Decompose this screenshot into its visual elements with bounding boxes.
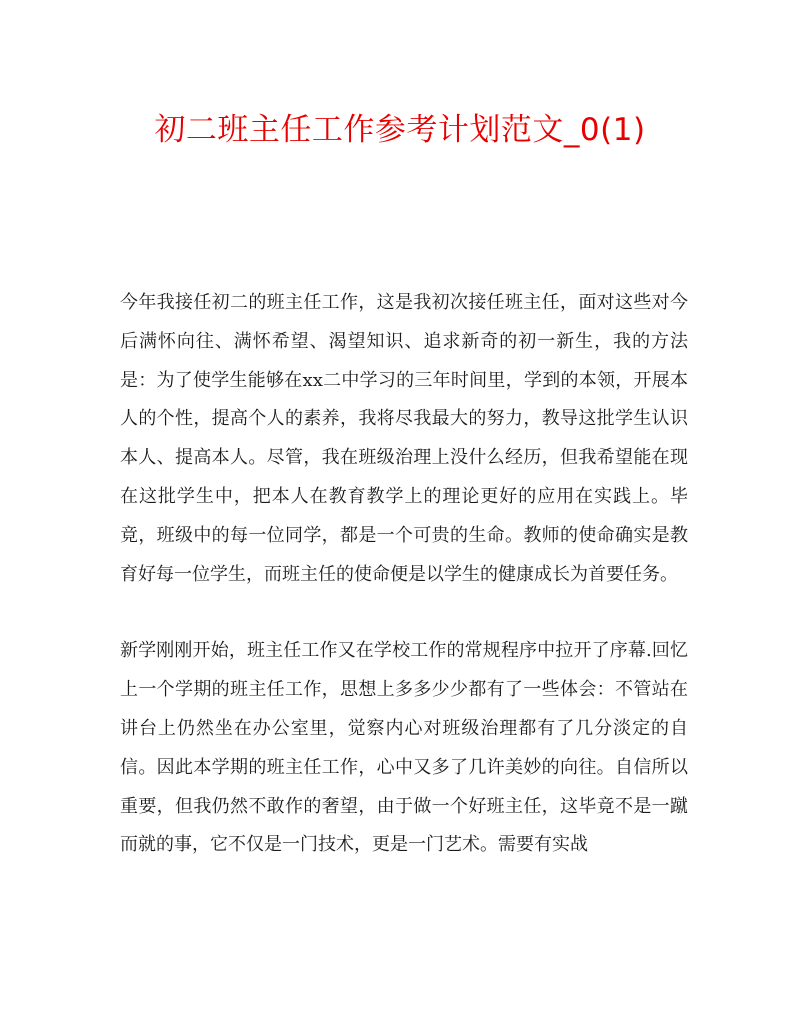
paragraph-1: 今年我接任初二的班主任工作，这是我初次接任班主任，面对这些对今后满怀向往、满怀希望、渴望知识、追求新奇的初一新生，我的方法是：为了使学生能够在xx二中学习的三年时间里，学到的本领，开展本人的个性，提高个人的素养，我将尽我最大的努力，教导这批学生认识本人、提高本人。尽管，我在班级治理上没什么经历，但我希望能在现在这批学生中，把本人在教育教学上的理论更好的应用在实践上。毕竟，班级中的每一位同学，都是一个可贵的生命。教师的使命确实是教育好每一位学生，而班主任的使命便是以学生的健康成长为首要任务。 xyxy=(120,292,688,585)
paragraph-2: 新学刚刚开始，班主任工作又在学校工作的常规程序中拉开了序幕.回忆上一个学期的班主任工作，思想上多多少少都有了一些体会：不管站在讲台上仍然坐在办公室里，觉察内心对班级治理都有了几分淡定的自信。因此本学期的班主任工作，心中又多了几许美妙的向往。自信所以重要，但我仍然不敢作的奢望，由于做一个好班主任，这毕竟不是一蹴而就的事，它不仅是一门技术，更是一门艺术。需要有实战 xyxy=(120,640,688,856)
document-title: 初二班主任工作参考计划范文_0(1) xyxy=(154,112,646,148)
document-body xyxy=(120,284,688,865)
